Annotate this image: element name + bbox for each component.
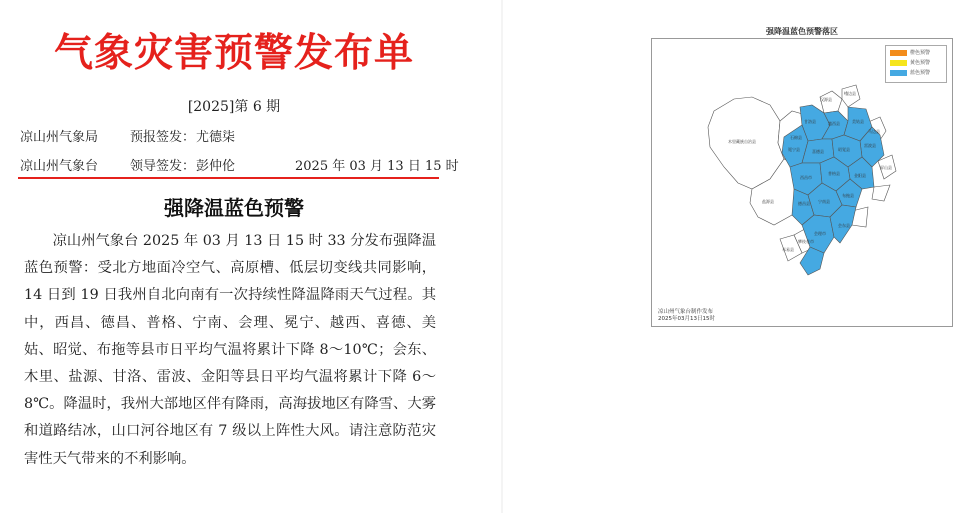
legend-swatch-orange bbox=[890, 50, 907, 56]
forecast-sign-label: 预报签发： bbox=[130, 130, 196, 145]
map-region-north-1 bbox=[820, 91, 842, 113]
map-label-miyi: 米易县 bbox=[782, 247, 794, 252]
map-label-dechang: 德昌县 bbox=[798, 201, 810, 206]
map-label-hanyuan: 汉源县 bbox=[820, 97, 832, 102]
map-label-panzhihua: 攀枝花市 bbox=[798, 239, 814, 244]
map-label-huili: 会理市 bbox=[814, 231, 826, 236]
forecast-signer: 尤德柒 bbox=[196, 130, 236, 145]
legend-label-blue: 蓝色预警 bbox=[910, 70, 931, 76]
legend-swatch-blue bbox=[890, 70, 907, 76]
map-label-pingshan: 屏山县 bbox=[880, 165, 892, 170]
map-label-huidong: 会东县 bbox=[838, 223, 850, 228]
warning-title: 强降温蓝色预警 bbox=[164, 196, 304, 220]
map-label-meigu: 美姑县 bbox=[852, 119, 864, 124]
map-label-ningnan: 宁南县 bbox=[818, 199, 830, 204]
map-label-muli: 木里藏族自治县 bbox=[728, 139, 756, 144]
map-region-north-2 bbox=[842, 85, 860, 107]
map-title: 强降温蓝色预警落区 bbox=[766, 27, 838, 36]
legend-label-orange: 橙色预警 bbox=[910, 50, 931, 56]
map-label-shimian: 石棉县 bbox=[790, 135, 802, 140]
map-label-yanyuan: 盐源县 bbox=[762, 199, 774, 204]
map-region-east-2 bbox=[872, 185, 890, 201]
map-label-mianning: 冕宁县 bbox=[788, 147, 800, 152]
leader-signer: 彭仲伦 bbox=[196, 159, 236, 174]
map-label-mabian: 马边县 bbox=[868, 129, 880, 134]
map-label-yuexi: 越西县 bbox=[828, 121, 840, 126]
map-footer-time: 2025年03月13日15时 bbox=[658, 316, 715, 322]
map-footer bbox=[658, 309, 715, 323]
map-label-leibo: 雷波县 bbox=[864, 143, 876, 148]
map-label-xichang: 西昌市 bbox=[800, 175, 812, 180]
warning-body: 凉山州气象台 2025 年 03 月 13 日 15 时 33 分发布强降温蓝色预警：受北方地面冷空气、高原槽、低层切变线共同影响，14 日到 19 日我州自北向南有一次持续性降温降雨天气过程。其中，西昌、德昌、普格、宁南、会理、冕宁、越西、喜德、美姑、昭觉、布拖等县市日平均气温将累计下降 8～10℃；会东、木里、盐源、甘洛、雷波、金阳等县日平均气温将累计下降 6～8℃。降温时，我州大部地区伴有降雨，高海拔地区有降雪、大雾和道路结冰，山口河谷地区有 7 级以上阵性大风。请注意防范灾害性天气带来的不利影响。 bbox=[24, 233, 436, 467]
map-footer-publisher: 凉山州气象台制作发布 bbox=[658, 309, 714, 315]
header-divider bbox=[18, 177, 439, 179]
issue-time: 2025 年 03 月 13 日 15 时 bbox=[295, 159, 459, 174]
page-divider bbox=[501, 0, 503, 513]
document-title: 气象灾害预警发布单 bbox=[53, 31, 414, 76]
leader-sign-label: 领导签发： bbox=[130, 159, 196, 174]
station-name: 凉山州气象台 bbox=[20, 159, 99, 174]
map-label-ebian: 峨边县 bbox=[844, 91, 856, 96]
issue-number: [2025]第 6 期 bbox=[187, 99, 281, 115]
map-label-butuo: 布拖县 bbox=[842, 193, 854, 198]
map-label-jinyang: 金阳县 bbox=[854, 173, 866, 178]
bureau-name: 凉山州气象局 bbox=[20, 130, 99, 145]
legend-label-yellow: 黄色预警 bbox=[910, 60, 931, 66]
legend-swatch-yellow bbox=[890, 60, 907, 66]
map-label-puge: 普格县 bbox=[828, 171, 840, 176]
map-label-xide: 喜德县 bbox=[812, 149, 824, 154]
map-label-zhaojue: 昭觉县 bbox=[838, 147, 850, 152]
map-legend bbox=[885, 45, 947, 83]
warning-map bbox=[651, 38, 953, 327]
map-label-ganluo: 甘洛县 bbox=[804, 119, 816, 124]
